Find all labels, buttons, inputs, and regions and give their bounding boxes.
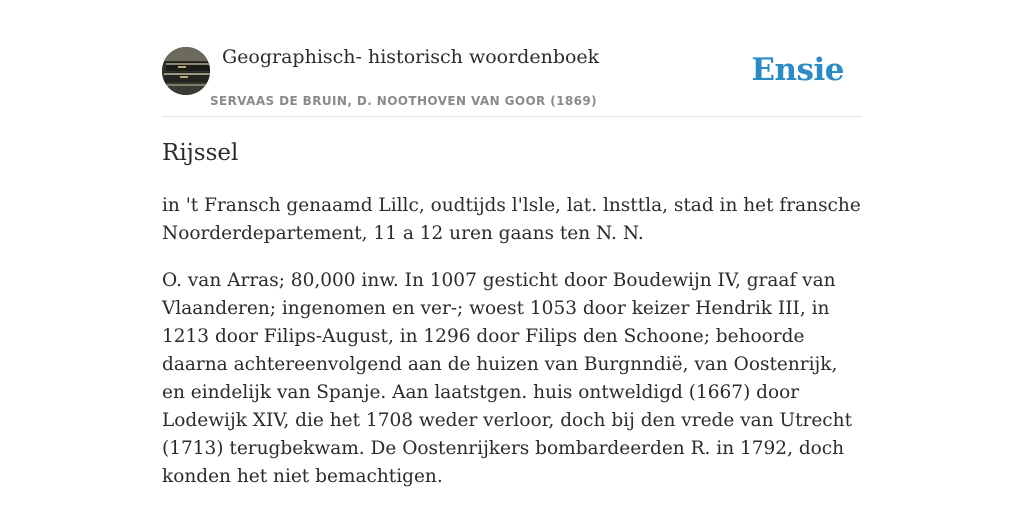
entry-title: Rijssel: [162, 140, 239, 166]
entry-body: [162, 192, 862, 510]
entry-paragraph: in 't Fransch genaamd Lillc, oudtijds l'lsle, lat. lnsttla, stad in het fransche Noorderdepartement, 11 a 12 uren gaans ten N. N.: [162, 195, 861, 244]
source-header: [162, 40, 862, 117]
book-stack-icon[interactable]: [162, 47, 210, 95]
brand-logo[interactable]: Ensie: [751, 52, 844, 88]
book-author[interactable]: SERVAAS DE BRUIN, D. NOOTHOVEN VAN GOOR (1869): [210, 94, 598, 108]
entry-paragraph: O. van Arras; 80,000 inw. In 1007 gesticht door Boudewijn IV, graaf van Vlaanderen; ingenomen en ver-; woest 1053 door keizer Hendrik III, in 1213 door Filips-August, in 1296 door Filips den Schoone; behoorde daarna achtereenvolgend aan de huizen van Burgnndië, van Oostenrijk, en eindelijk van Spanje. Aan laatstgen. huis ontweldigd (1667) door Lodewijk XIV, die het 1708 weder verloor, doch bij den vrede van Utrecht (1713) terugbekwam. De Oostenrijkers bombardeerden R. in 1792, doch konden het niet bemachtigen.: [162, 270, 853, 487]
book-title[interactable]: Geographisch- historisch woordenboek: [222, 46, 600, 68]
